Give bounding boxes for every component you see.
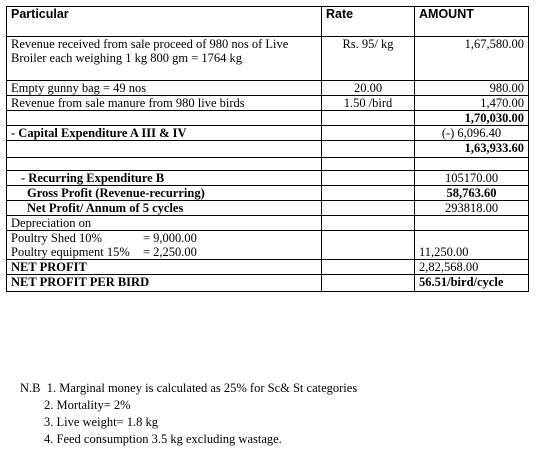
table-row [7, 37, 529, 81]
row-amount: 58,763.60 [415, 186, 529, 201]
row-amount: 2,82,568.00 [415, 260, 529, 275]
table-row [7, 126, 529, 141]
table-row [7, 186, 529, 201]
row-particular: Revenue from sale manure from 980 live birds [7, 96, 322, 111]
table-header-row [7, 7, 529, 37]
table-spacer-row [7, 158, 529, 171]
row-particular-depreciation [7, 231, 322, 260]
table-row [7, 275, 529, 292]
row-rate: Rs. 95/ kg [322, 37, 415, 81]
row-particular: Revenue received from sale proceed of 980 nos of Live Broiler each weighing 1 kg 800 gm = 1764 kg [7, 37, 322, 81]
header-rate: Rate [322, 7, 415, 37]
row-amount: 1,470.00 [415, 96, 529, 111]
header-amount: AMOUNT [415, 7, 529, 37]
shed-value: = 9,000.00 [143, 231, 197, 245]
row-rate [322, 186, 415, 201]
equipment-depreciation-line [11, 245, 317, 259]
table-row [7, 96, 529, 111]
header-particular: Particular [7, 7, 322, 37]
row-amount: 11,250.00 [415, 231, 529, 260]
table-row [7, 260, 529, 275]
row-particular [7, 141, 322, 158]
row-rate [322, 141, 415, 158]
equipment-label: Poultry equipment 15% [11, 245, 130, 259]
row-rate [322, 111, 415, 126]
footnote-item: 3. Live weight= 1.8 kg [44, 415, 158, 429]
equipment-value: = 2,250.00 [143, 245, 197, 259]
row-rate: 1.50 /bird [322, 96, 415, 111]
row-rate [322, 171, 415, 186]
row-amount: (-) 6,096.40 [415, 126, 529, 141]
row-particular: Gross Profit (Revenue-recurring) [7, 186, 322, 201]
spacer-cell [7, 158, 322, 171]
row-rate [322, 260, 415, 275]
table-row [7, 231, 529, 260]
row-rate [322, 216, 415, 231]
table-row [7, 171, 529, 186]
table-row [7, 111, 529, 126]
row-particular: NET PROFIT [7, 260, 322, 275]
table-row [7, 216, 529, 231]
spacer-cell [415, 158, 529, 171]
row-amount: 1,63,933.60 [415, 141, 529, 158]
row-amount: 56.51/bird/cycle [415, 275, 529, 292]
spacer-cell [322, 158, 415, 171]
shed-label: Poultry Shed 10% [11, 231, 102, 245]
table-row [7, 201, 529, 216]
row-rate [322, 275, 415, 292]
table-row [7, 141, 529, 158]
row-amount: 105170.00 [415, 171, 529, 186]
row-amount: 293818.00 [415, 201, 529, 216]
footnote-lead: N.B 1. Marginal money is calculated as 25% for Sc& St categories [20, 381, 358, 395]
row-particular: Net Profit/ Annum of 5 cycles [7, 201, 322, 216]
row-amount: 980.00 [415, 81, 529, 96]
shed-depreciation-line [11, 231, 317, 245]
profit-table [6, 6, 529, 292]
footnote-item: 4. Feed consumption 3.5 kg excluding wastage. [44, 432, 282, 446]
row-amount [415, 216, 529, 231]
table-row [7, 81, 529, 96]
row-amount: 1,67,580.00 [415, 37, 529, 81]
footnotes [20, 380, 357, 448]
footnote-item: 2. Mortality= 2% [44, 398, 131, 412]
row-particular [7, 111, 322, 126]
row-particular: Empty gunny bag = 49 nos [7, 81, 322, 96]
row-rate [322, 201, 415, 216]
row-particular: - Recurring Expenditure B [7, 171, 322, 186]
row-rate [322, 231, 415, 260]
row-particular: Depreciation on [7, 216, 322, 231]
row-particular: - Capital Expenditure A III & IV [7, 126, 322, 141]
row-rate [322, 126, 415, 141]
row-particular: NET PROFIT PER BIRD [7, 275, 322, 292]
row-amount: 1,70,030.00 [415, 111, 529, 126]
row-rate: 20.00 [322, 81, 415, 96]
